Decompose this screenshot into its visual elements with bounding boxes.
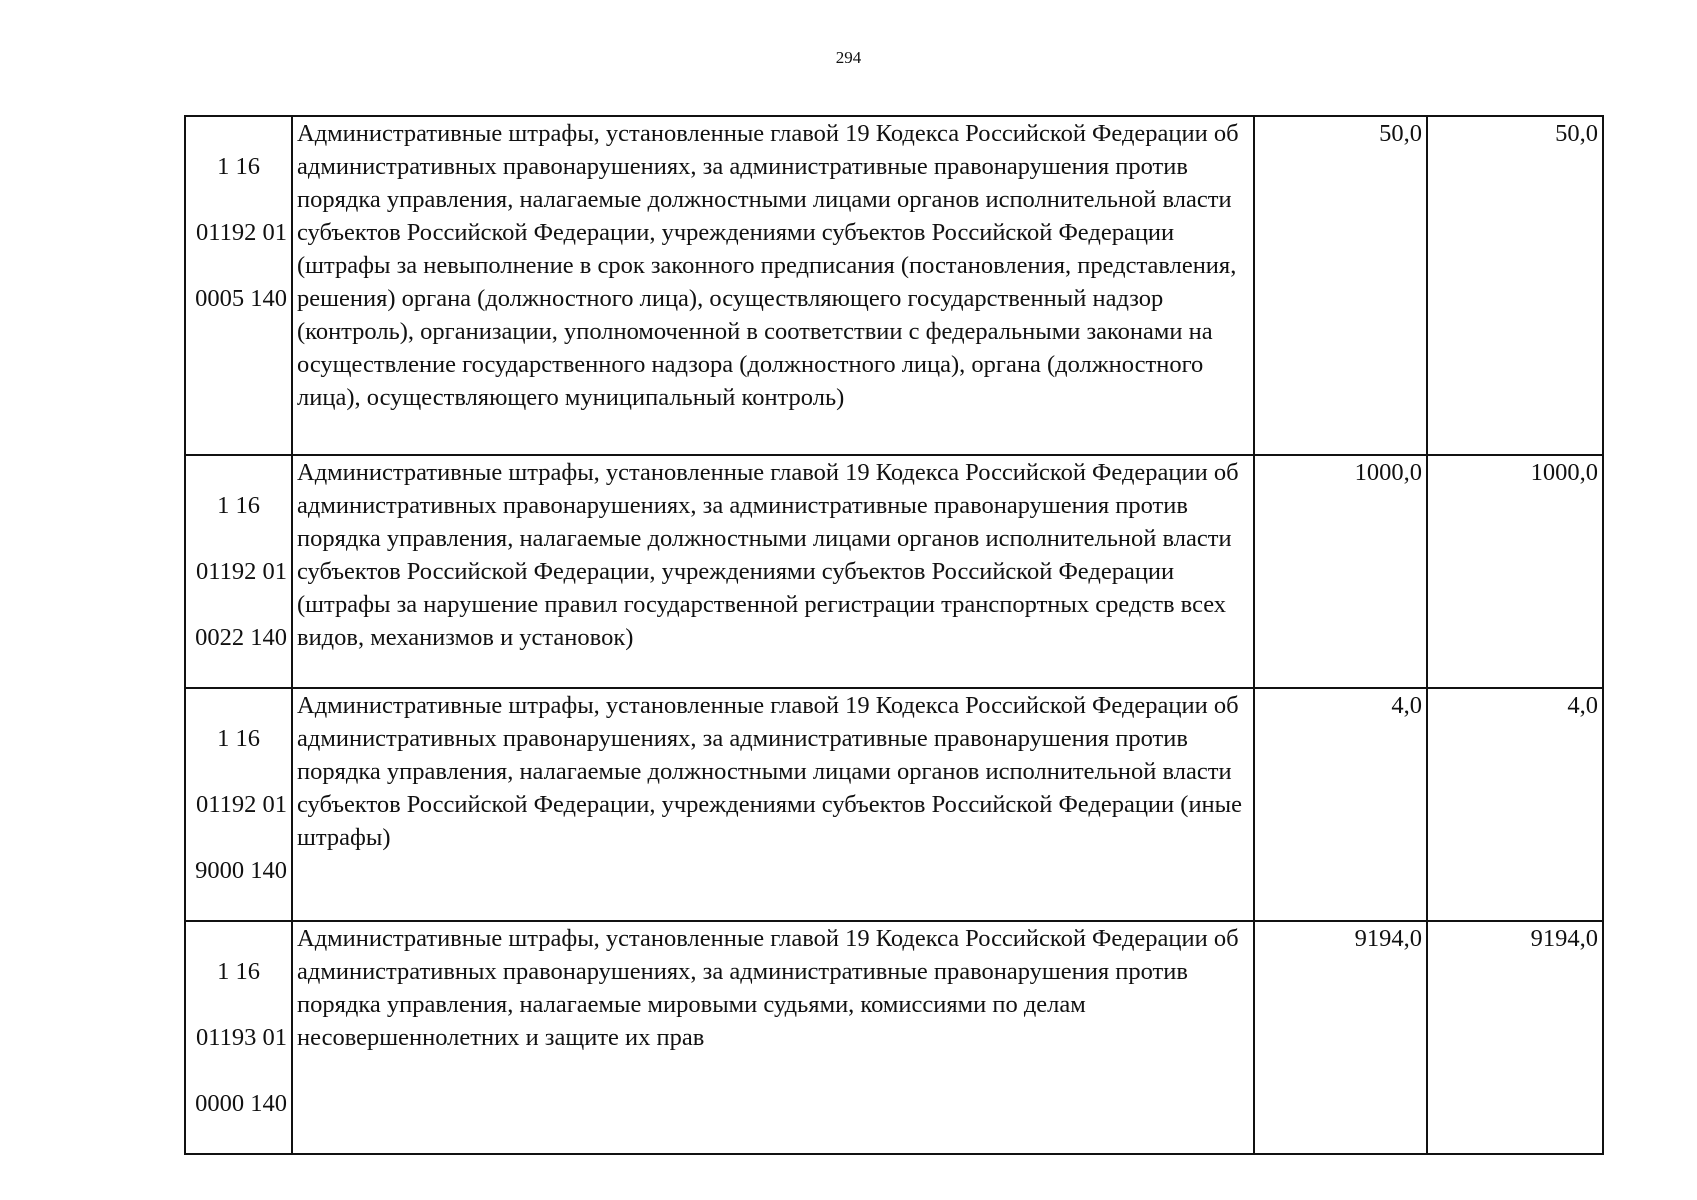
amount-cell-2: 9194,0 [1427, 921, 1603, 1154]
amount-cell-2: 1000,0 [1427, 455, 1603, 688]
budget-code-line: 0005 140 [195, 285, 287, 312]
budget-code-line: 1 16 [217, 725, 260, 752]
table-row [185, 455, 1603, 688]
table-row [185, 116, 1603, 455]
amount-cell-2: 50,0 [1427, 116, 1603, 455]
budget-code-cell [185, 921, 292, 1154]
budget-code-line: 1 16 [217, 958, 260, 985]
description-cell: Административные штрафы, установленные главой 19 Кодекса Российской Федерации об административных правонарушениях, за административные правонарушения против порядка управления, налагаемые должностными лицами органов исполнительной власти субъектов Российской Федерации, учреждениями субъектов Российской Федерации (штрафы за невыполнение в срок законного предписания (постановления, представления, решения) органа (должностного лица), осуществляющего государственный надзор (контроль), организации, уполномоченной в соответствии с федеральными законами на осуществление государственного надзора (должностного лица), органа (должностного лица), осуществляющего муниципальный контроль) [292, 116, 1254, 455]
amount-cell-2: 4,0 [1427, 688, 1603, 921]
description-cell: Административные штрафы, установленные главой 19 Кодекса Российской Федерации об административных правонарушениях, за административные правонарушения против порядка управления, налагаемые мировыми судьями, комиссиями по делам несовершеннолетних и защите их прав [292, 921, 1254, 1154]
budget-code-line: 9000 140 [195, 857, 287, 884]
budget-code-line: 01193 01 [196, 1024, 287, 1051]
budget-code-line: 01192 01 [196, 791, 287, 818]
amount-cell-1: 4,0 [1254, 688, 1427, 921]
budget-table [184, 115, 1604, 1155]
budget-code-line: 01192 01 [196, 558, 287, 585]
amount-cell-1: 1000,0 [1254, 455, 1427, 688]
amount-cell-1: 9194,0 [1254, 921, 1427, 1154]
budget-code-line: 01192 01 [196, 219, 287, 246]
budget-code-cell [185, 116, 292, 455]
description-cell: Административные штрафы, установленные главой 19 Кодекса Российской Федерации об административных правонарушениях, за административные правонарушения против порядка управления, налагаемые должностными лицами органов исполнительной власти субъектов Российской Федерации, учреждениями субъектов Российской Федерации (иные штрафы) [292, 688, 1254, 921]
budget-code-line: 1 16 [217, 492, 260, 519]
budget-code-line: 1 16 [217, 153, 260, 180]
table-row [185, 688, 1603, 921]
page-number: 294 [835, 48, 862, 67]
amount-cell-1: 50,0 [1254, 116, 1427, 455]
budget-code-cell [185, 455, 292, 688]
budget-code-line: 0022 140 [195, 624, 287, 651]
budget-code-line: 0000 140 [195, 1090, 287, 1117]
budget-code-cell [185, 688, 292, 921]
description-cell: Административные штрафы, установленные главой 19 Кодекса Российской Федерации об административных правонарушениях, за административные правонарушения против порядка управления, налагаемые должностными лицами органов исполнительной власти субъектов Российской Федерации, учреждениями субъектов Российской Федерации (штрафы за нарушение правил государственной регистрации транспортных средств всех видов, механизмов и установок) [292, 455, 1254, 688]
table-row [185, 921, 1603, 1154]
